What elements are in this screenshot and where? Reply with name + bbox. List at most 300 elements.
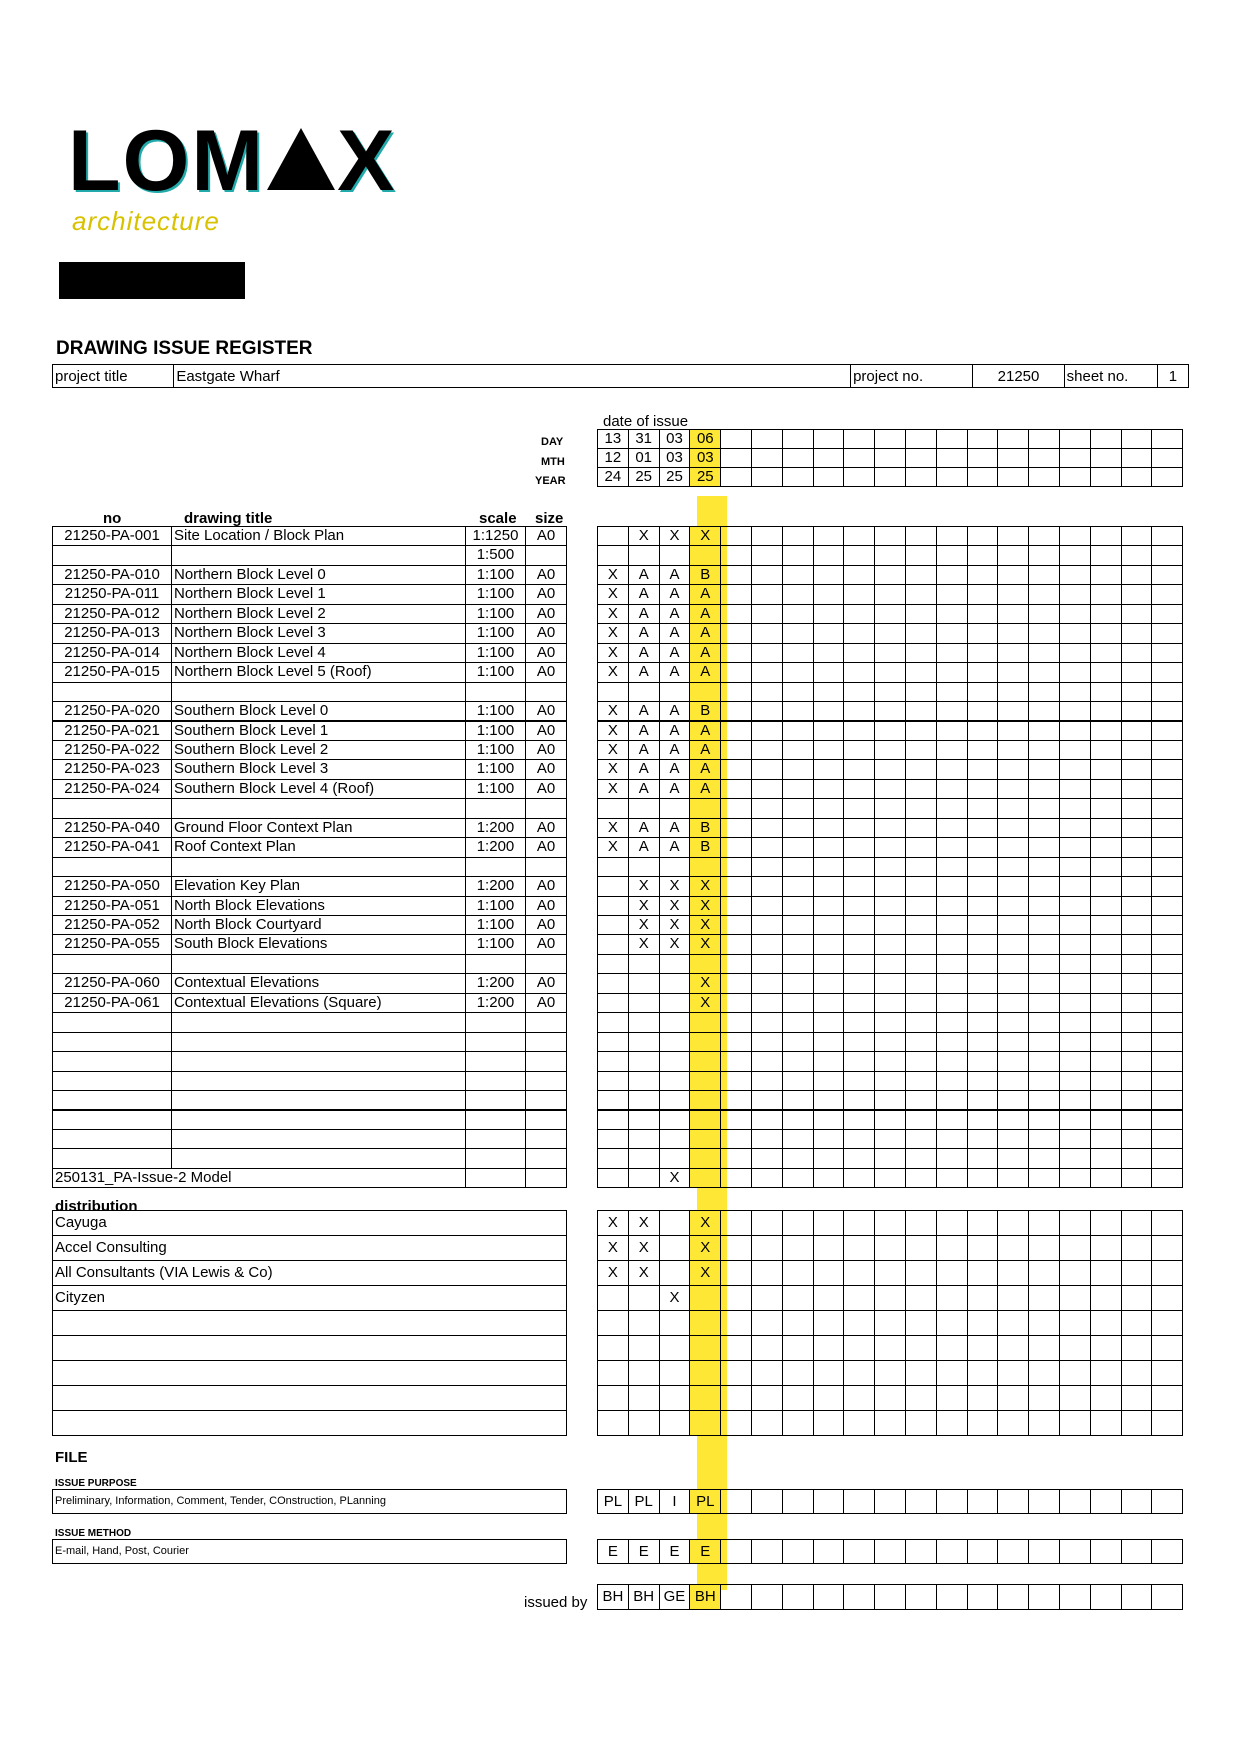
drawing-number (52, 954, 172, 974)
drawing-scale (465, 1090, 526, 1110)
drawing-title: Northern Block Level 4 (171, 643, 466, 663)
revision-cell (967, 545, 999, 565)
revision-cell (597, 973, 629, 993)
revision-cell (782, 993, 814, 1013)
revision-cell (997, 623, 1029, 643)
revision-cell (597, 798, 629, 818)
issued-by-cell (1121, 1584, 1153, 1610)
revision-cell (905, 1032, 937, 1052)
revision-cell (1028, 623, 1060, 643)
revision-cell (936, 954, 968, 974)
revision-cell (967, 1051, 999, 1071)
revision-cell: A (628, 662, 660, 682)
distribution-cell (905, 1335, 937, 1361)
revision-cell (782, 759, 814, 779)
revision-cell (936, 818, 968, 838)
revision-cell (597, 915, 629, 935)
revision-cell (1059, 1148, 1091, 1168)
revision-cell (1059, 662, 1091, 682)
revision-cell (843, 1110, 875, 1130)
drawing-number: 21250-PA-041 (52, 837, 172, 857)
issued-by-cell: GE (659, 1584, 691, 1610)
revision-cell (1151, 1012, 1183, 1032)
distribution-cell (689, 1310, 721, 1336)
revision-cell (1059, 1090, 1091, 1110)
revision-cell: X (597, 565, 629, 585)
revision-cell (874, 584, 906, 604)
revision-cell (874, 1148, 906, 1168)
drawing-number: 21250-PA-060 (52, 973, 172, 993)
distribution-cell (1151, 1310, 1183, 1336)
revision-cell (1028, 662, 1060, 682)
issue-method-cell (1028, 1539, 1060, 1564)
date-day-cell (751, 429, 783, 449)
revision-cell (1121, 565, 1153, 585)
revision-cell (813, 759, 845, 779)
revision-cell (1151, 1148, 1183, 1168)
revision-cell (905, 1012, 937, 1032)
revision-cell (782, 701, 814, 721)
revision-cell (1090, 682, 1122, 702)
revision-cell (1028, 1129, 1060, 1149)
revision-cell (843, 721, 875, 741)
revision-cell (1090, 759, 1122, 779)
revision-cell (689, 857, 721, 877)
date-year-cell (1090, 467, 1122, 487)
date-month-cell (997, 448, 1029, 468)
revision-cell (905, 1168, 937, 1188)
revision-cell (720, 1168, 752, 1188)
drawing-scale: 1:500 (465, 545, 526, 565)
drawing-scale: 1:100 (465, 662, 526, 682)
revision-cell (997, 682, 1029, 702)
distribution-cell (905, 1260, 937, 1286)
revision-cell (997, 1129, 1029, 1149)
issue-purpose-cell (720, 1489, 752, 1514)
revision-cell (782, 1051, 814, 1071)
revision-cell (997, 779, 1029, 799)
revision-cell (813, 1129, 845, 1149)
drawing-title (171, 954, 466, 974)
distribution-cell (628, 1385, 660, 1411)
drawing-scale (465, 954, 526, 974)
revision-cell (997, 1110, 1029, 1130)
distribution-cell (751, 1310, 783, 1336)
revision-cell (1028, 818, 1060, 838)
revision-cell (1090, 1129, 1122, 1149)
revision-cell (751, 604, 783, 624)
distribution-cell (997, 1285, 1029, 1311)
revision-cell (967, 1168, 999, 1188)
revision-cell (813, 1012, 845, 1032)
revision-cell (813, 1032, 845, 1052)
revision-cell (782, 604, 814, 624)
drawing-scale: 1:200 (465, 993, 526, 1013)
revision-cell (813, 721, 845, 741)
revision-cell (628, 1032, 660, 1052)
revision-cell (1028, 526, 1060, 546)
distribution-cell (1151, 1285, 1183, 1311)
revision-cell (689, 1148, 721, 1168)
distribution-cell (843, 1260, 875, 1286)
drawing-size: A0 (525, 584, 567, 604)
revision-cell (874, 1032, 906, 1052)
revision-cell (1028, 701, 1060, 721)
date-month-cell (843, 448, 875, 468)
distribution-cell (1059, 1285, 1091, 1311)
drawing-title (171, 682, 466, 702)
revision-cell (813, 545, 845, 565)
revision-cell (997, 1148, 1029, 1168)
revision-cell (967, 857, 999, 877)
date-year-cell (936, 467, 968, 487)
revision-cell (1121, 818, 1153, 838)
drawing-scale (465, 1032, 526, 1052)
revision-cell (1059, 623, 1091, 643)
revision-cell (874, 682, 906, 702)
revision-cell (936, 876, 968, 896)
logo-text-right: X (337, 113, 397, 209)
distribution-cell (843, 1360, 875, 1386)
issue-method-cell (967, 1539, 999, 1564)
revision-cell (843, 526, 875, 546)
date-day-cell (1028, 429, 1060, 449)
drawing-number (52, 1148, 172, 1168)
revision-cell (1121, 915, 1153, 935)
revision-cell (1059, 779, 1091, 799)
issue-purpose-label: ISSUE PURPOSE (55, 1478, 137, 1489)
date-month-cell (1059, 448, 1091, 468)
date-day-cell (1059, 429, 1091, 449)
revision-cell (1090, 934, 1122, 954)
revision-cell (782, 643, 814, 663)
drawing-number: 21250-PA-021 (52, 721, 172, 741)
distribution-cell (720, 1310, 752, 1336)
revision-cell (720, 1129, 752, 1149)
revision-cell (874, 896, 906, 916)
drawing-title: South Block Elevations (171, 934, 466, 954)
issue-method-cell (905, 1539, 937, 1564)
distribution-cell (1151, 1235, 1183, 1261)
revision-cell (1090, 896, 1122, 916)
distribution-cell (628, 1285, 660, 1311)
revision-cell (967, 896, 999, 916)
distribution-cell (1028, 1310, 1060, 1336)
revision-cell (997, 993, 1029, 1013)
date-day-cell: 03 (659, 429, 691, 449)
revision-cell: X (597, 643, 629, 663)
drawing-scale: 1:100 (465, 623, 526, 643)
drawing-scale: 1:1250 (465, 526, 526, 546)
revision-cell (1151, 721, 1183, 741)
revision-cell (997, 934, 1029, 954)
revision-cell (751, 682, 783, 702)
distribution-cell (936, 1310, 968, 1336)
revision-cell (843, 1071, 875, 1091)
revision-cell (782, 1148, 814, 1168)
distribution-cell (997, 1410, 1029, 1436)
revision-cell (813, 526, 845, 546)
distribution-cell (997, 1310, 1029, 1336)
revision-cell (1121, 604, 1153, 624)
distribution-cell: X (659, 1285, 691, 1311)
distribution-cell (1028, 1360, 1060, 1386)
drawing-number: 21250-PA-024 (52, 779, 172, 799)
revision-cell (843, 1168, 875, 1188)
revision-cell (1028, 934, 1060, 954)
issued-by-cell (751, 1584, 783, 1610)
revision-cell (936, 604, 968, 624)
revision-cell (689, 798, 721, 818)
issue-purpose-cell (997, 1489, 1029, 1514)
revision-cell (751, 1090, 783, 1110)
revision-cell (1121, 721, 1153, 741)
revision-cell (751, 1051, 783, 1071)
date-year-cell: 25 (659, 467, 691, 487)
revision-cell (813, 1090, 845, 1110)
revision-cell: X (597, 662, 629, 682)
drawing-title: Elevation Key Plan (171, 876, 466, 896)
distribution-cell (751, 1235, 783, 1261)
distribution-cell (628, 1310, 660, 1336)
revision-cell (997, 837, 1029, 857)
drawing-title: Southern Block Level 2 (171, 740, 466, 760)
company-logo (68, 113, 397, 209)
distribution-cell (936, 1335, 968, 1361)
revision-cell (689, 1012, 721, 1032)
revision-cell (1090, 643, 1122, 663)
revision-cell (967, 954, 999, 974)
drawing-number: 21250-PA-052 (52, 915, 172, 935)
revision-cell (782, 1012, 814, 1032)
revision-cell (1028, 1148, 1060, 1168)
issue-method-cell (1121, 1539, 1153, 1564)
revision-cell (1121, 740, 1153, 760)
drawing-scale: 1:100 (465, 779, 526, 799)
date-year-cell (1059, 467, 1091, 487)
revision-cell (967, 1148, 999, 1168)
drawing-number: 21250-PA-055 (52, 934, 172, 954)
day-label: DAY (541, 436, 564, 448)
date-day-cell (1121, 429, 1153, 449)
revision-cell (597, 1051, 629, 1071)
revision-cell (905, 682, 937, 702)
issue-purpose-cell (1059, 1489, 1091, 1514)
issue-purpose-cell: PL (597, 1489, 629, 1514)
distribution-cell: X (628, 1210, 660, 1236)
revision-cell (967, 1090, 999, 1110)
revision-cell (751, 701, 783, 721)
revision-cell (936, 896, 968, 916)
revision-cell (843, 740, 875, 760)
revision-cell (782, 1071, 814, 1091)
distribution-cell (813, 1310, 845, 1336)
revision-cell (782, 915, 814, 935)
distribution-cell (967, 1360, 999, 1386)
revision-cell (1151, 818, 1183, 838)
recipient-name: Cityzen (52, 1285, 567, 1311)
revision-cell: X (689, 993, 721, 1013)
date-month-cell (813, 448, 845, 468)
revision-cell (997, 1032, 1029, 1052)
revision-cell (1121, 779, 1153, 799)
revision-cell (720, 1032, 752, 1052)
revision-cell: X (597, 721, 629, 741)
revision-cell (1090, 1051, 1122, 1071)
revision-cell (1090, 1032, 1122, 1052)
revision-cell (1121, 954, 1153, 974)
revision-cell (1121, 1051, 1153, 1071)
revision-cell (751, 721, 783, 741)
revision-cell (936, 759, 968, 779)
revision-cell (843, 1051, 875, 1071)
revision-cell (813, 662, 845, 682)
revision-cell (997, 973, 1029, 993)
revision-cell (751, 993, 783, 1013)
drawing-size: A0 (525, 623, 567, 643)
date-day-cell (1090, 429, 1122, 449)
issue-purpose-cell (1090, 1489, 1122, 1514)
distribution-cell (936, 1385, 968, 1411)
drawing-title (171, 1051, 466, 1071)
drawing-scale: 1:100 (465, 604, 526, 624)
revision-cell (659, 1090, 691, 1110)
revision-cell (905, 973, 937, 993)
revision-cell (874, 643, 906, 663)
distribution-cell (659, 1410, 691, 1436)
distribution-cell (1090, 1260, 1122, 1286)
revision-cell (597, 896, 629, 916)
drawing-number: 21250-PA-001 (52, 526, 172, 546)
issued-by-cell (843, 1584, 875, 1610)
revision-cell: A (689, 643, 721, 663)
revision-cell (1059, 1110, 1091, 1130)
revision-cell (813, 973, 845, 993)
sheet-no-value: 1 (1157, 365, 1188, 388)
distribution-cell (1059, 1360, 1091, 1386)
revision-cell: A (659, 818, 691, 838)
revision-cell (1090, 1110, 1122, 1130)
revision-cell (843, 643, 875, 663)
distribution-cell (597, 1360, 629, 1386)
revision-cell (1121, 993, 1153, 1013)
distribution-cell (751, 1360, 783, 1386)
revision-cell (813, 643, 845, 663)
drawing-title: Ground Floor Context Plan (171, 818, 466, 838)
revision-cell: A (659, 604, 691, 624)
revision-cell (720, 565, 752, 585)
drawing-number: 21250-PA-013 (52, 623, 172, 643)
distribution-cell (720, 1410, 752, 1436)
revision-cell (720, 721, 752, 741)
distribution-cell: X (597, 1260, 629, 1286)
revision-cell (1121, 1168, 1153, 1188)
distribution-cell (1090, 1360, 1122, 1386)
revision-cell (813, 1168, 845, 1188)
revision-cell (659, 973, 691, 993)
revision-cell (1151, 1051, 1183, 1071)
revision-cell (905, 662, 937, 682)
distribution-cell (1028, 1260, 1060, 1286)
revision-cell (1090, 857, 1122, 877)
sheet-no-label: sheet no. (1064, 365, 1157, 388)
revision-cell (813, 837, 845, 857)
date-month-cell (936, 448, 968, 468)
date-year-cell (782, 467, 814, 487)
distribution-cell (1121, 1335, 1153, 1361)
recipient-name (52, 1410, 567, 1436)
issue-method-cell (874, 1539, 906, 1564)
revision-cell (1028, 545, 1060, 565)
drawing-title: North Block Elevations (171, 896, 466, 916)
distribution-cell (751, 1335, 783, 1361)
revision-cell: X (597, 818, 629, 838)
drawing-size (525, 1032, 567, 1052)
distribution-cell (751, 1260, 783, 1286)
revision-cell (1059, 604, 1091, 624)
revision-cell (936, 837, 968, 857)
drawing-scale (465, 1051, 526, 1071)
distribution-cell: X (689, 1260, 721, 1286)
revision-cell: A (689, 779, 721, 799)
drawing-size: A0 (525, 759, 567, 779)
revision-cell (936, 915, 968, 935)
drawing-size (525, 1012, 567, 1032)
revision-cell (1151, 604, 1183, 624)
revision-cell (720, 993, 752, 1013)
revision-cell (843, 759, 875, 779)
distribution-cell (936, 1410, 968, 1436)
revision-cell (1090, 993, 1122, 1013)
distribution-cell (1151, 1410, 1183, 1436)
drawing-number: 21250-PA-040 (52, 818, 172, 838)
distribution-cell (720, 1260, 752, 1286)
revision-cell: A (628, 818, 660, 838)
drawing-title (171, 1012, 466, 1032)
distribution-cell (1090, 1335, 1122, 1361)
date-day-cell (720, 429, 752, 449)
distribution-cell (1059, 1410, 1091, 1436)
issue-method-cell: E (597, 1539, 629, 1564)
distribution-cell (689, 1335, 721, 1361)
revision-cell (1121, 934, 1153, 954)
distribution-cell (1090, 1235, 1122, 1261)
distribution-cell (751, 1385, 783, 1411)
revision-cell: X (689, 526, 721, 546)
revision-cell (782, 818, 814, 838)
revision-cell (967, 701, 999, 721)
revision-cell: X (597, 623, 629, 643)
revision-cell (905, 584, 937, 604)
revision-cell (782, 721, 814, 741)
date-of-issue-label: date of issue (603, 413, 689, 430)
distribution-cell (1090, 1285, 1122, 1311)
revision-cell (905, 759, 937, 779)
revision-cell (1028, 973, 1060, 993)
drawing-title: Contextual Elevations (171, 973, 466, 993)
revision-cell (1059, 1168, 1091, 1188)
revision-cell (782, 526, 814, 546)
revision-cell (813, 857, 845, 877)
issue-purpose-cell (1028, 1489, 1060, 1514)
revision-cell (782, 1090, 814, 1110)
revision-cell: A (628, 740, 660, 760)
distribution-cell (628, 1335, 660, 1361)
revision-cell (813, 1148, 845, 1168)
issued-by-cell (1151, 1584, 1183, 1610)
distribution-cell (813, 1410, 845, 1436)
revision-cell (936, 798, 968, 818)
